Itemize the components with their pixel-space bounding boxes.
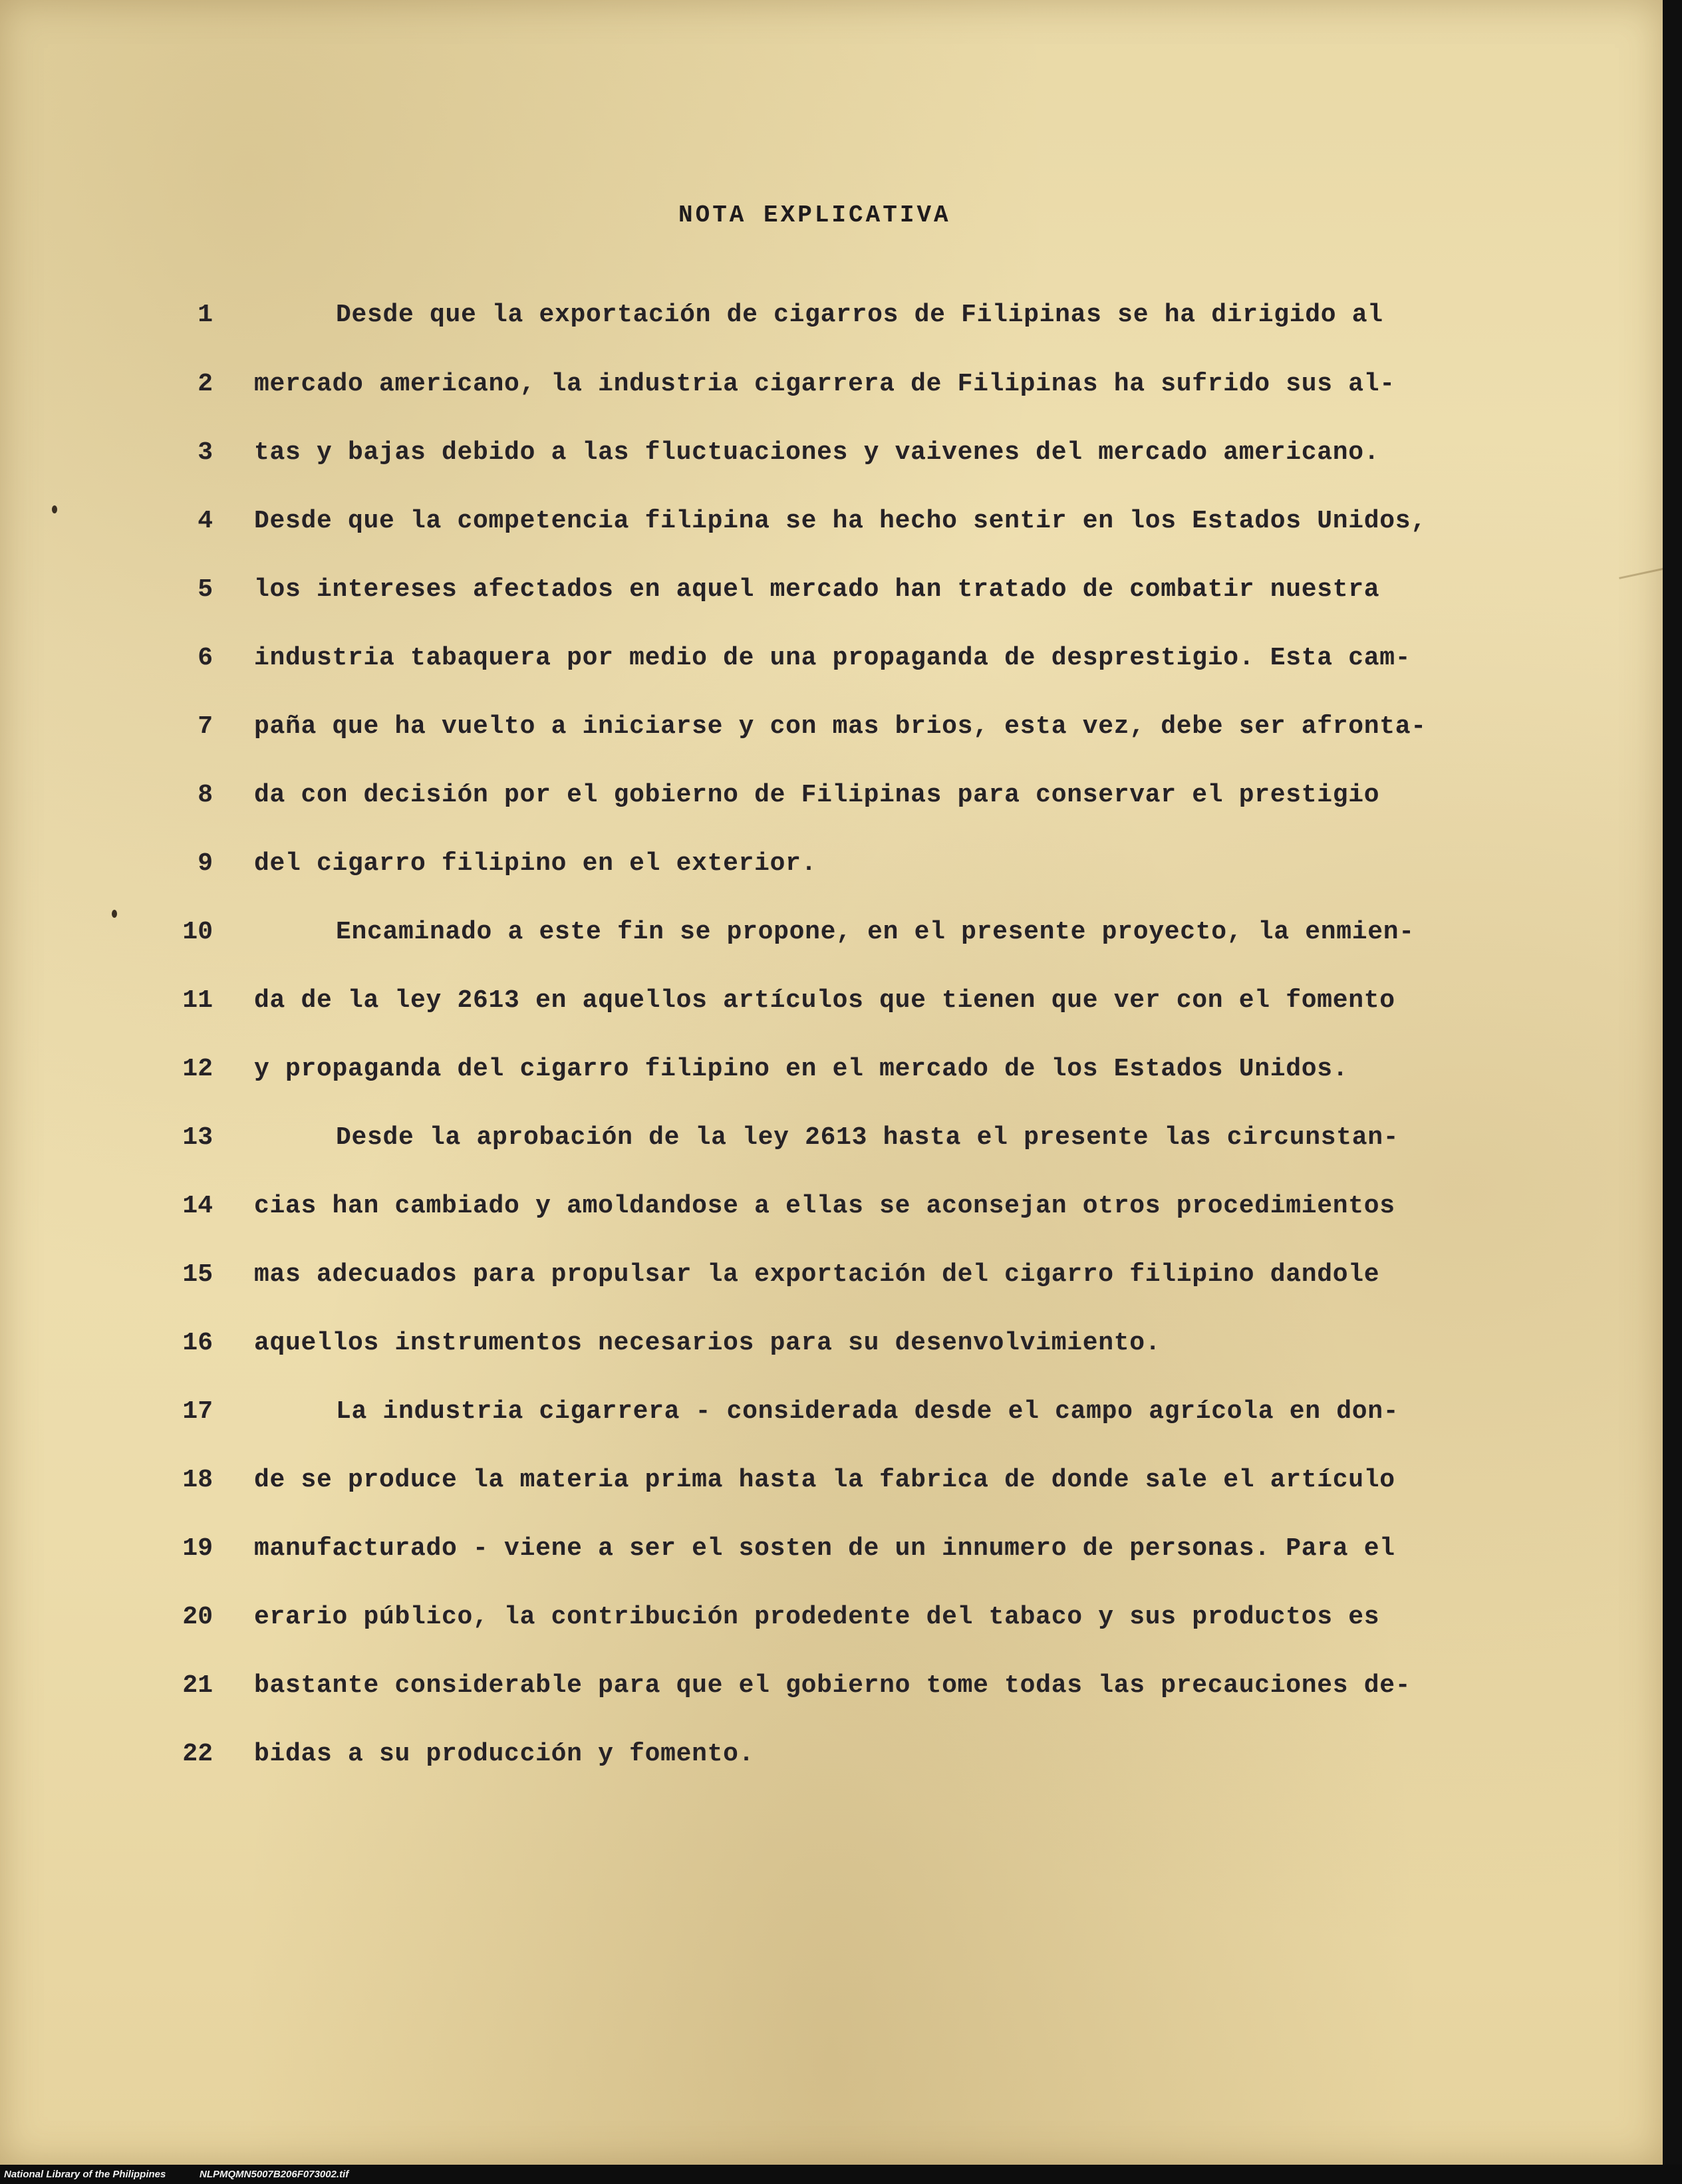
line-text: mercado americano, la industria cigarrera de Filipinas ha sufrido sus al- — [254, 370, 1395, 398]
line-text: tas y bajas debido a las fluctuaciones y vaivenes del mercado americano. — [254, 438, 1380, 467]
line-text: da de la ley 2613 en aquellos artículos que tienen que ver con el fomento — [254, 986, 1395, 1015]
line-text: aquellos instrumentos necesarios para su desenvolvimiento. — [254, 1329, 1161, 1357]
line-number: 6 — [198, 644, 213, 672]
line-number: 19 — [182, 1534, 213, 1563]
line-text: paña que ha vuelto a iniciarse y con mas brios, esta vez, debe ser afronta- — [254, 712, 1427, 741]
ink-speck — [112, 910, 117, 918]
document-title: NOTA EXPLICATIVA — [678, 202, 951, 229]
line-text: Desde que la exportación de cigarros de Filipinas se ha dirigido al — [336, 301, 1383, 329]
line-text: bidas a su producción y fomento. — [254, 1740, 755, 1768]
line-text: industria tabaquera por medio de una propaganda de desprestigio. Esta cam- — [254, 644, 1411, 672]
line-number: 1 — [198, 301, 213, 329]
scan-border — [1663, 0, 1682, 2184]
line-text: manufacturado - viene a ser el sosten de un innumero de personas. Para el — [254, 1534, 1395, 1563]
line-number: 2 — [198, 370, 213, 398]
ink-speck — [52, 505, 57, 513]
scan-footer — [0, 2165, 1682, 2184]
line-text: Encaminado a este fin se propone, en el presente proyecto, la enmien- — [336, 918, 1415, 946]
line-number: 14 — [182, 1192, 213, 1220]
line-number: 7 — [198, 712, 213, 741]
line-number: 9 — [198, 849, 213, 878]
line-number: 4 — [198, 507, 213, 535]
line-text: de se produce la materia prima hasta la fabrica de donde sale el artículo — [254, 1466, 1395, 1494]
line-number: 8 — [198, 781, 213, 809]
line-text: erario público, la contribución prodedente del tabaco y sus productos es — [254, 1603, 1380, 1631]
line-number: 10 — [182, 918, 213, 946]
line-number: 5 — [198, 575, 213, 604]
line-number: 15 — [182, 1260, 213, 1289]
line-text: los intereses afectados en aquel mercado han tratado de combatir nuestra — [254, 575, 1380, 604]
line-number: 12 — [182, 1055, 213, 1083]
line-number: 20 — [182, 1603, 213, 1631]
line-number: 16 — [182, 1329, 213, 1357]
line-number: 13 — [182, 1123, 213, 1152]
line-text: Desde que la competencia filipina se ha hecho sentir en los Estados Unidos, — [254, 507, 1427, 535]
line-text: cias han cambiado y amoldandose a ellas se aconsejan otros procedimientos — [254, 1192, 1395, 1220]
line-number: 3 — [198, 438, 213, 467]
line-number: 21 — [182, 1671, 213, 1700]
line-text: del cigarro filipino en el exterior. — [254, 849, 817, 878]
line-number: 18 — [182, 1466, 213, 1494]
line-text: La industria cigarrera - considerada desde el campo agrícola en don- — [336, 1397, 1399, 1426]
line-text: da con decisión por el gobierno de Filipinas para conservar el prestigio — [254, 781, 1380, 809]
line-text: bastante considerable para que el gobierno tome todas las precauciones de- — [254, 1671, 1411, 1700]
line-number: 22 — [182, 1740, 213, 1768]
line-number: 17 — [182, 1397, 213, 1426]
library-credit: National Library of the Philippines — [4, 2169, 166, 2180]
line-number: 11 — [182, 986, 213, 1015]
line-text: mas adecuados para propulsar la exportación del cigarro filipino dandole — [254, 1260, 1380, 1289]
file-identifier: NLPMQMN5007B206F073002.tif — [200, 2169, 349, 2180]
line-text: y propaganda del cigarro filipino en el mercado de los Estados Unidos. — [254, 1055, 1349, 1083]
line-text: Desde la aprobación de la ley 2613 hasta el presente las circunstan- — [336, 1123, 1399, 1152]
